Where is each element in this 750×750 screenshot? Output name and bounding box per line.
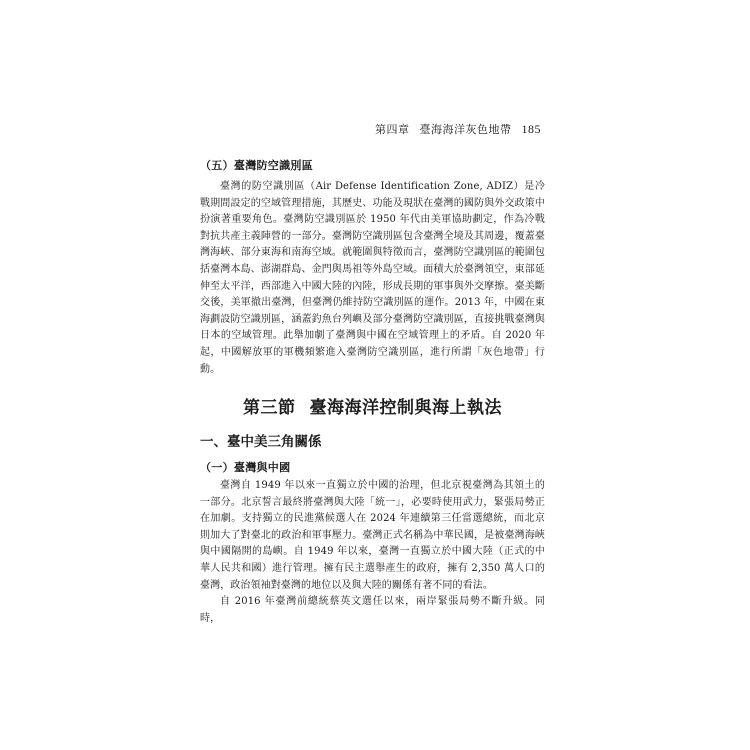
paragraph-taiwan-china-1: 臺灣自 1949 年以來一直獨立於中國的治理，但北京視臺灣為其領土的一部分。北京誓言最終將臺灣與大陸「統一」，必要時使用武力，緊張局勢正在加劇。支持獨立的民進黨候選人在 2024 年連續第三任當選總統，而北京則加大了對臺北的政治和軍事壓力。臺灣正式名稱為中華民國，是被臺灣海峽與中國隔開的島嶼。自 1949 年以來，臺灣一直獨立於中國大陸（正式的中華人民共和國）進行管理。擁有民主選舉產生的政府，擁有 2,350 萬人口的臺灣，政治領袖對臺灣的地位以及與大陸的關係有著不同的看法。 [200,480,545,591]
section-label: 第三節 [243,398,296,418]
paragraph-taiwan-china-block [200,478,545,627]
chapter-label: 第四章 [375,123,410,136]
page-number: 185 [521,122,541,136]
chapter-title: 臺海海洋灰色地帶 [419,123,512,136]
paragraph-adiz: 臺灣的防空識別區（Air Defense Identification Zone, ADIZ）是冷戰期間設定的空域管理措施，其歷史、功能及現狀在臺灣的國防與外交政策中扮演著重要角色。臺灣防空識別區於 1950 年代由美軍協助劃定，作為冷戰對抗共產主義陣營的一部分。臺灣防空識別區包含臺灣全境及其周邊，覆蓋臺灣海峽、部分東海和南海空域。就範圍與特徵而言，臺灣防空識別區的範圍包括臺灣本島、澎湖群島、金門與馬祖等外島空域。面積大於臺灣領空，東部延伸至太平洋，西部進入中國大陸的內陸，形成長期的軍事與外交摩擦。臺美斷交後，美軍撤出臺灣，但臺灣仍維持防空識別區的運作。2013 年，中國在東海劃設防空識別區，涵蓋釣魚台列嶼及部分臺灣防空識別區，直接挑戰臺灣與日本的空域管理。此舉加劇了臺灣與中國在空域管理上的矛盾。自 2020 年起，中國解放軍的軍機頻繁進入臺灣防空識別區，進行所謂「灰色地帶」行動。 [200,181,545,375]
running-head [375,121,541,137]
section-title [200,393,545,418]
heading-triangle-relations: 一、臺中美三角關係 [200,434,322,450]
subsection-heading-adiz: （五）臺灣防空識別區 [200,159,313,172]
subsection-heading-taiwan-china-block [200,459,545,475]
subsection-heading-adiz-block [200,157,545,173]
paragraph-taiwan-china-2: 自 2016 年臺灣前總統蔡英文選任以來，兩岸緊張局勢不斷升級。同時， [200,596,545,624]
paragraph-adiz-block [200,179,545,378]
section-name: 臺海海洋控制與海上執法 [309,398,502,418]
subsection-heading-taiwan-china: （一）臺灣與中國 [200,461,291,474]
